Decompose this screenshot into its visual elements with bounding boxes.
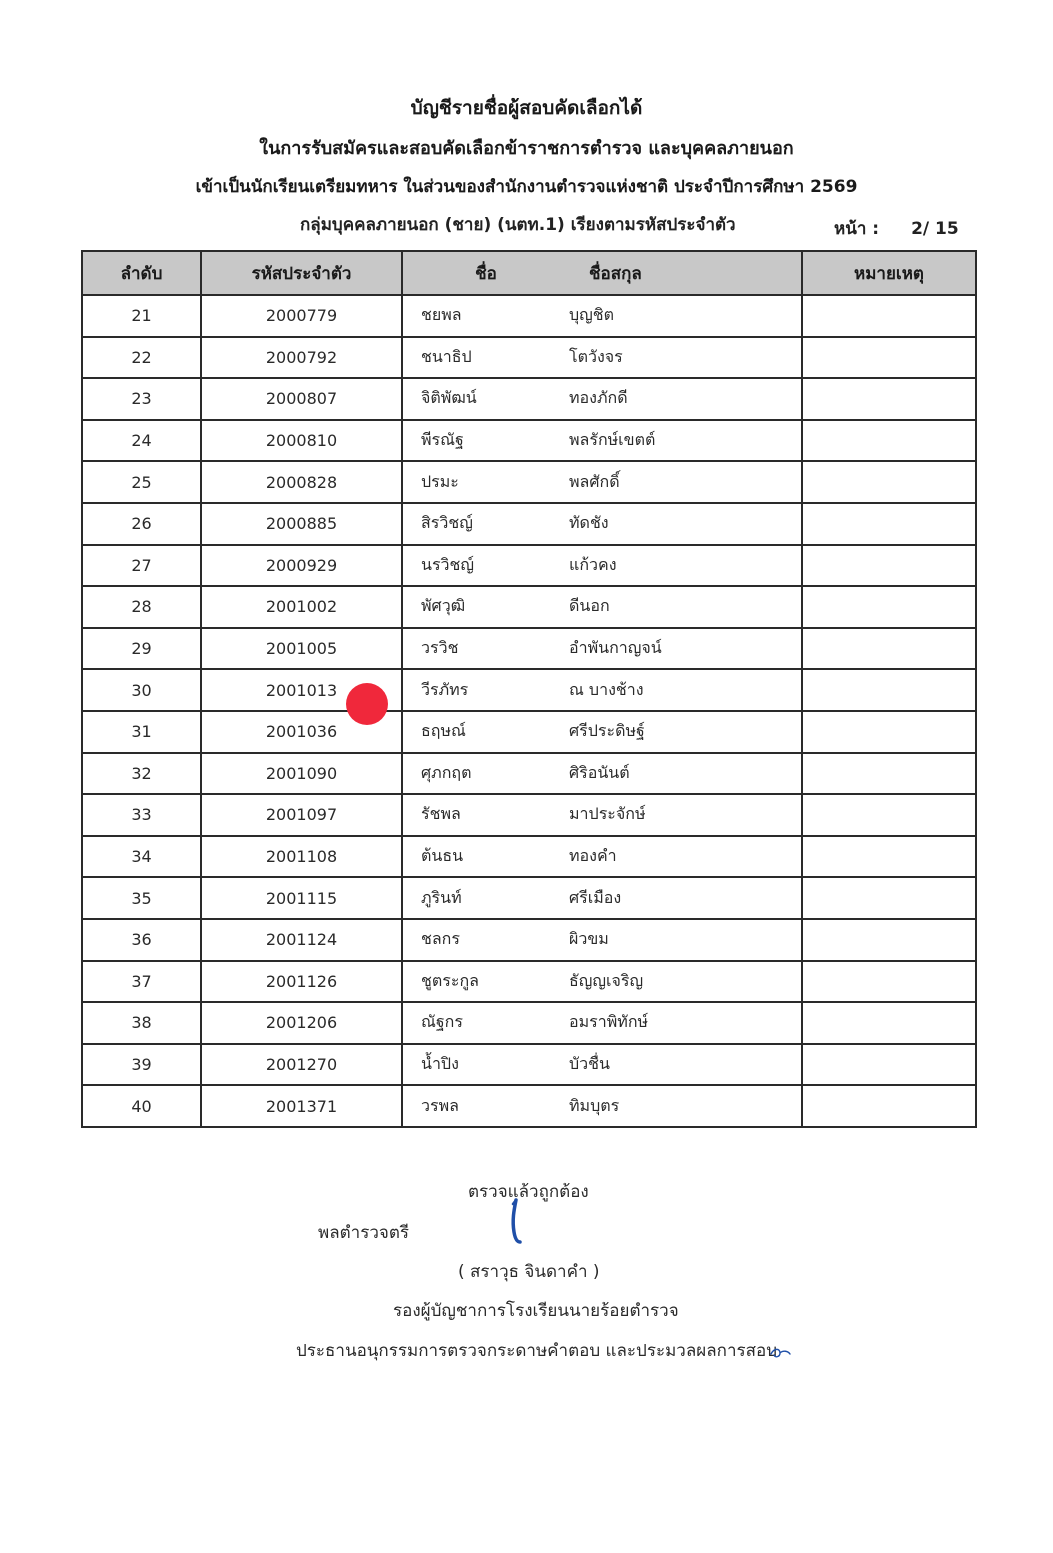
row-id: 2000779 xyxy=(201,295,402,337)
row-id: 2001126 xyxy=(201,961,402,1003)
table-row xyxy=(82,503,976,545)
table-row xyxy=(82,961,976,1003)
row-firstname: ณัฐกร xyxy=(402,1002,569,1044)
row-id: 2000929 xyxy=(201,545,402,587)
row-order: 22 xyxy=(82,337,201,379)
handwritten-signature xyxy=(500,1196,530,1248)
row-firstname: ชนาธิป xyxy=(402,337,569,379)
row-order: 29 xyxy=(82,628,201,670)
row-order: 38 xyxy=(82,1002,201,1044)
table-row xyxy=(82,378,976,420)
row-remark xyxy=(802,919,976,961)
table-row xyxy=(82,836,976,878)
table-row xyxy=(82,877,976,919)
table-row xyxy=(82,794,976,836)
row-order: 31 xyxy=(82,711,201,753)
row-firstname: พีรณัฐ xyxy=(402,420,569,462)
row-id: 2001115 xyxy=(201,877,402,919)
table-row xyxy=(82,1002,976,1044)
row-remark xyxy=(802,794,976,836)
row-surname: ทิมบุตร xyxy=(569,1085,802,1127)
table-row xyxy=(82,586,976,628)
row-order: 37 xyxy=(82,961,201,1003)
row-firstname: ชยพล xyxy=(402,295,569,337)
row-remark xyxy=(802,503,976,545)
row-firstname: ต้นธน xyxy=(402,836,569,878)
row-firstname: นรวิชญ์ xyxy=(402,545,569,587)
row-id: 2001013 xyxy=(201,669,402,711)
row-order: 40 xyxy=(82,1085,201,1127)
row-remark xyxy=(802,1044,976,1086)
row-surname: ณ บางช้าง xyxy=(569,669,802,711)
row-firstname: น้ำปิง xyxy=(402,1044,569,1086)
table-row xyxy=(82,753,976,795)
row-remark xyxy=(802,461,976,503)
row-surname: พลรักษ์เขตต์ xyxy=(569,420,802,462)
row-id: 2000810 xyxy=(201,420,402,462)
row-order: 34 xyxy=(82,836,201,878)
row-remark xyxy=(802,628,976,670)
row-remark xyxy=(802,545,976,587)
row-order: 32 xyxy=(82,753,201,795)
row-firstname: ชลกร xyxy=(402,919,569,961)
row-surname: อำพันกาญจน์ xyxy=(569,628,802,670)
verified-note: ตรวจแล้วถูกต้อง xyxy=(468,1182,589,1202)
row-surname: ศรีประดิษฐ์ xyxy=(569,711,802,753)
row-surname: ผิวขม xyxy=(569,919,802,961)
table-row xyxy=(82,628,976,670)
table-row xyxy=(82,1085,976,1127)
row-id: 2000885 xyxy=(201,503,402,545)
row-remark xyxy=(802,295,976,337)
table-row xyxy=(82,420,976,462)
list-subtitle-2: เข้าเป็นนักเรียนเตรียมทหาร ในส่วนของสำนักงานตำรวจแห่งชาติ ประจำปีการศึกษา 2569 xyxy=(195,177,858,197)
row-order: 23 xyxy=(82,378,201,420)
signer-rank: พลตำรวจตรี xyxy=(318,1223,410,1243)
row-id: 2001005 xyxy=(201,628,402,670)
row-remark xyxy=(802,753,976,795)
row-firstname: จิติพัฒน์ xyxy=(402,378,569,420)
row-remark xyxy=(802,420,976,462)
table-row xyxy=(82,337,976,379)
row-remark xyxy=(802,1085,976,1127)
row-firstname: วรวิช xyxy=(402,628,569,670)
row-surname: โตวังจร xyxy=(569,337,802,379)
row-id: 2001124 xyxy=(201,919,402,961)
signer-position: รองผู้บัญชาการโรงเรียนนายร้อยตำรวจ xyxy=(393,1301,679,1321)
row-id: 2000828 xyxy=(201,461,402,503)
col-header-surname: ชื่อสกุล xyxy=(569,251,802,295)
row-surname: ทองภักดี xyxy=(569,378,802,420)
row-firstname: วรพล xyxy=(402,1085,569,1127)
signer-name: ( สราวุธ จินดาคำ ) xyxy=(458,1262,600,1282)
table-header-row xyxy=(82,251,976,295)
candidate-table xyxy=(81,250,977,1128)
group-title: กลุ่มบุคคลภายนอก (ชาย) (นตท.1) เรียงตามรหัสประจำตัว xyxy=(300,215,736,235)
row-firstname: ศุภกฤต xyxy=(402,753,569,795)
table-row xyxy=(82,711,976,753)
row-order: 28 xyxy=(82,586,201,628)
row-order: 35 xyxy=(82,877,201,919)
row-remark xyxy=(802,378,976,420)
table-row xyxy=(82,295,976,337)
row-remark xyxy=(802,669,976,711)
committee-position: ประธานอนุกรรมการตรวจกระดาษคำตอบ และประมวลผลการสอบ xyxy=(296,1341,777,1361)
row-firstname: สิรวิชญ์ xyxy=(402,503,569,545)
row-order: 25 xyxy=(82,461,201,503)
row-firstname: ภูรินท์ xyxy=(402,877,569,919)
table-row xyxy=(82,1044,976,1086)
row-id: 2001371 xyxy=(201,1085,402,1127)
row-surname: ทัดชัง xyxy=(569,503,802,545)
row-order: 27 xyxy=(82,545,201,587)
row-firstname: ปรมะ xyxy=(402,461,569,503)
row-firstname: พัศวุฒิ xyxy=(402,586,569,628)
row-id: 2001036 xyxy=(201,711,402,753)
table-row xyxy=(82,669,976,711)
table-row xyxy=(82,461,976,503)
row-remark xyxy=(802,877,976,919)
row-remark xyxy=(802,836,976,878)
list-title: บัญชีรายชื่อผู้สอบคัดเลือกได้ xyxy=(410,97,643,119)
col-header-firstname: ชื่อ xyxy=(402,251,569,295)
red-dot-marker xyxy=(346,683,388,725)
row-id: 2001270 xyxy=(201,1044,402,1086)
row-remark xyxy=(802,337,976,379)
row-id: 2000792 xyxy=(201,337,402,379)
row-surname: ศิริอนันต์ xyxy=(569,753,802,795)
row-order: 24 xyxy=(82,420,201,462)
page-label: หน้า : xyxy=(834,219,880,239)
row-remark xyxy=(802,586,976,628)
row-surname: ทองคำ xyxy=(569,836,802,878)
row-remark xyxy=(802,961,976,1003)
table-row xyxy=(82,919,976,961)
col-header-remark: หมายเหตุ xyxy=(802,251,976,295)
row-id: 2001097 xyxy=(201,794,402,836)
list-subtitle-1: ในการรับสมัครและสอบคัดเลือกข้าราชการตำรวจ และบุคคลภายนอก xyxy=(259,138,794,159)
row-surname: ศรีเมือง xyxy=(569,877,802,919)
row-firstname: วีรภัทร xyxy=(402,669,569,711)
row-remark xyxy=(802,711,976,753)
row-order: 30 xyxy=(82,669,201,711)
row-surname: บัวชื่น xyxy=(569,1044,802,1086)
page-indicator xyxy=(834,215,959,242)
page-number: 2/ 15 xyxy=(911,219,959,239)
row-surname: ดีนอก xyxy=(569,586,802,628)
row-firstname: ชูตระกูล xyxy=(402,961,569,1003)
row-order: 39 xyxy=(82,1044,201,1086)
row-order: 33 xyxy=(82,794,201,836)
row-order: 26 xyxy=(82,503,201,545)
row-surname: แก้วคง xyxy=(569,545,802,587)
row-remark xyxy=(802,1002,976,1044)
col-header-id: รหัสประจำตัว xyxy=(201,251,402,295)
row-firstname: ธฤษณ์ xyxy=(402,711,569,753)
row-surname: พลศักดิ์ xyxy=(569,461,802,503)
row-surname: บุญชิต xyxy=(569,295,802,337)
col-header-order: ลำดับ xyxy=(82,251,201,295)
row-order: 36 xyxy=(82,919,201,961)
handwritten-initial xyxy=(768,1340,794,1362)
row-order: 21 xyxy=(82,295,201,337)
row-id: 2001206 xyxy=(201,1002,402,1044)
row-id: 2000807 xyxy=(201,378,402,420)
table-row xyxy=(82,545,976,587)
row-id: 2001090 xyxy=(201,753,402,795)
row-firstname: รัชพล xyxy=(402,794,569,836)
row-id: 2001108 xyxy=(201,836,402,878)
row-surname: อมราพิทักษ์ xyxy=(569,1002,802,1044)
row-id: 2001002 xyxy=(201,586,402,628)
row-surname: มาประจักษ์ xyxy=(569,794,802,836)
row-surname: ธัญญเจริญ xyxy=(569,961,802,1003)
